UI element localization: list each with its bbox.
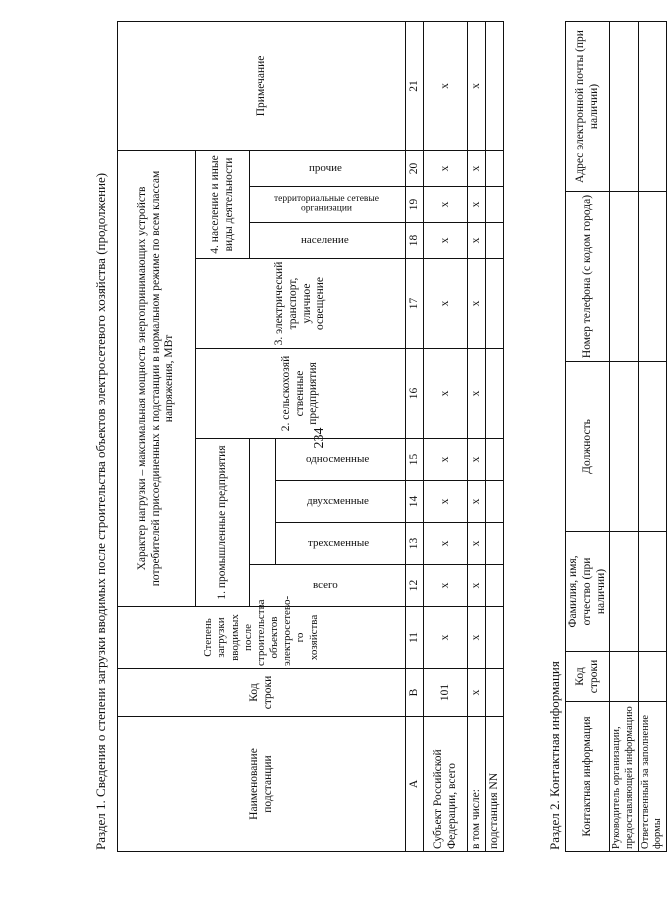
colnum-13: 13 <box>406 523 424 565</box>
header-two-shift: двухсменные <box>307 494 370 507</box>
row-label: Руководитель организации, предоставляющей информацию <box>610 702 638 852</box>
table-cell <box>486 21 504 150</box>
header-territorial: территориальные сетевые организации <box>274 194 379 214</box>
table-cell <box>486 349 504 439</box>
table-cell <box>610 22 638 192</box>
table-cell: x <box>468 565 486 607</box>
table-cell: x <box>468 439 486 481</box>
table-cell <box>486 481 504 523</box>
row-name: подстанция NN <box>486 717 504 852</box>
header-note: Примечание <box>118 21 406 150</box>
row-label: Ответственный за заполнение формы <box>638 702 666 852</box>
section1-title: Раздел 1. Сведения о степени загрузки вводимых после строительства объектов электросетевого хозяйства (продолжение) <box>93 172 108 850</box>
header-transport: 3. электрический транспорт, уличное освещение <box>196 259 406 349</box>
header-load-character: Характер нагрузки – максимальная мощность энергопринимающих устройств потребителей присоединенных к подстанции в нормальном режиме по всем классам напряжения, МВт <box>118 150 196 606</box>
header-position: Должность <box>566 362 610 532</box>
table-cell <box>638 192 666 362</box>
row-code: 101 <box>424 669 468 717</box>
table-cell <box>610 362 638 532</box>
header-phone: Номер телефона (с кодом города) <box>566 192 610 362</box>
colnum-19: 19 <box>406 187 424 223</box>
table-row <box>610 22 638 852</box>
table-cell: x <box>424 523 468 565</box>
table-cell: x <box>424 607 468 669</box>
row-name: в том числе: <box>468 717 486 852</box>
table-cell <box>610 532 638 652</box>
colnum-b: В <box>406 669 424 717</box>
table-cell: x <box>424 481 468 523</box>
header-row-code: Код строки <box>118 669 406 717</box>
colnum-16: 16 <box>406 349 424 439</box>
table-cell: x <box>424 349 468 439</box>
table-cell <box>486 565 504 607</box>
row-code <box>486 669 504 717</box>
table-cell: x <box>424 223 468 259</box>
header-full-name: Фамилия, имя, отчество (при наличии) <box>566 532 610 652</box>
header-contact-info: Контактная информация <box>566 702 610 852</box>
table-cell <box>638 652 666 702</box>
colnum-20: 20 <box>406 150 424 186</box>
row-code: x <box>468 669 486 717</box>
table-cell <box>638 362 666 532</box>
table-cell <box>486 439 504 481</box>
table-cell: x <box>424 150 468 186</box>
header-other: прочие <box>308 161 342 174</box>
table-row <box>638 22 666 852</box>
colnum-12: 12 <box>406 565 424 607</box>
table-cell <box>610 192 638 362</box>
table-cell: x <box>468 150 486 186</box>
table-cell: x <box>468 259 486 349</box>
rotated-page <box>85 20 664 880</box>
table-cell <box>638 22 666 192</box>
table-row <box>424 21 468 851</box>
table-cell <box>486 523 504 565</box>
table-cell: x <box>468 223 486 259</box>
colnum-21: 21 <box>406 21 424 150</box>
table-cell: x <box>424 565 468 607</box>
section1-table <box>117 21 504 852</box>
table-cell: x <box>424 439 468 481</box>
table-cell: x <box>468 21 486 150</box>
header-population: 4. население и иные виды деятельности <box>196 150 250 258</box>
table-row <box>468 21 486 851</box>
table-row <box>486 21 504 851</box>
page-number: 234 <box>312 427 327 449</box>
header-industrial: 1. промышленные предприятия <box>196 439 250 607</box>
header-total: всего <box>312 578 338 591</box>
colnum-15: 15 <box>406 439 424 481</box>
table-cell <box>486 223 504 259</box>
header-substation-name: Наименование подстанции <box>118 717 406 852</box>
section2-table <box>565 21 667 852</box>
table-cell <box>486 187 504 223</box>
header-load-degree: Степень загрузки вводимых после строительства объектов электросетево-го хозяйства <box>118 607 406 669</box>
table-cell: x <box>468 349 486 439</box>
header-one-shift: односменные <box>306 452 370 465</box>
table-cell: x <box>424 21 468 150</box>
header-shift-spacer <box>250 439 276 565</box>
table-cell: x <box>424 259 468 349</box>
colnum-11: 11 <box>406 607 424 669</box>
header-email: Адрес электронной почты (при наличии) <box>566 22 610 192</box>
colnum-17: 17 <box>406 259 424 349</box>
header-population-sub: население <box>301 233 349 246</box>
section2-title: Раздел 2. Контактная информация <box>547 661 562 850</box>
table-cell: x <box>468 481 486 523</box>
colnum-18: 18 <box>406 223 424 259</box>
table-cell <box>486 607 504 669</box>
column-numbers-row <box>406 21 424 851</box>
table-cell: x <box>468 523 486 565</box>
header-three-shift: трехсменные <box>307 536 369 549</box>
header-row-code: Код строки <box>566 652 610 702</box>
table-cell: x <box>468 607 486 669</box>
header-agricultural: 2. сельскохозяй ственные предприятия <box>196 349 406 439</box>
colnum-a: А <box>406 717 424 852</box>
colnum-14: 14 <box>406 481 424 523</box>
table-cell <box>610 652 638 702</box>
row-name: Субъект Российской Федерации, всего <box>424 717 468 852</box>
table-cell <box>638 532 666 652</box>
table-cell: x <box>468 187 486 223</box>
table-cell: x <box>424 187 468 223</box>
table-cell <box>486 150 504 186</box>
table-cell <box>486 259 504 349</box>
